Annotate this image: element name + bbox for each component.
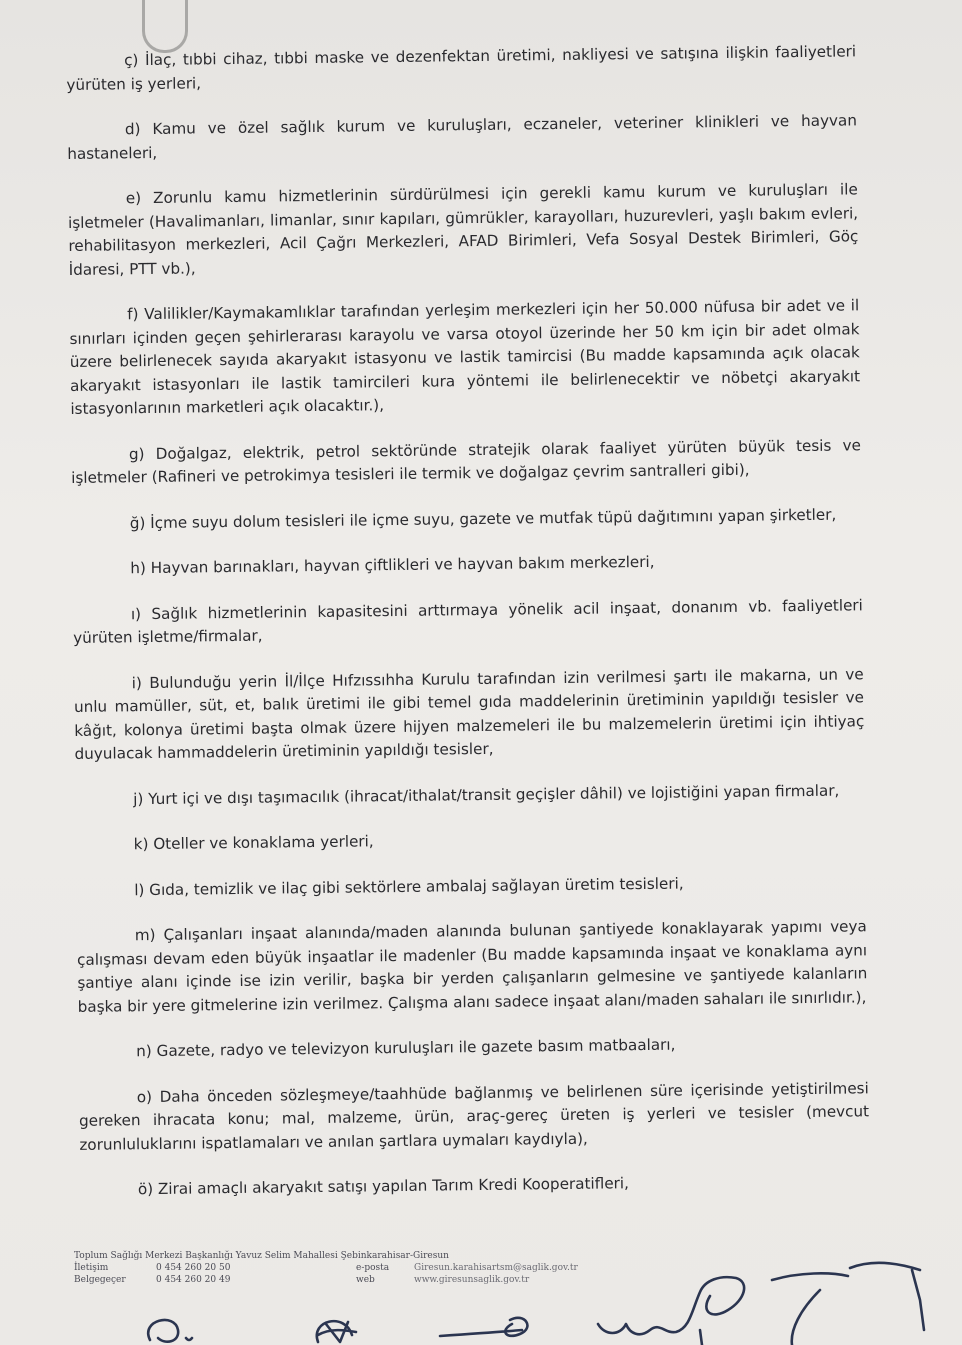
- document-body: [66, 40, 870, 1224]
- signatures-area: [0, 1250, 962, 1345]
- signature-2: [317, 1321, 356, 1342]
- footer-phone-label: İletişim: [74, 1263, 109, 1273]
- footer-email-label: e-posta: [356, 1263, 390, 1273]
- list-item-f: f) Valilikler/Kaymakamlıklar tarafından yerleşim merkezleri için her 50.000 nüfusa bir adet ve il sınırları içinden geçen şehirlerarası karayolu ve varsa otoyol üzerinde her 50 km için bir adet olmak üzere belirlenecek sayıda akaryakıt istasyonu ve lastik tamircisi (Bu madde kapsamında açık olacak akaryakıt istasyonları ile lastik tamircileri kura yöntemi ile belirlenecektir ve nöbetçi akaryakıt istasyonlarının marketleri açık olacaktır.),: [69, 296, 861, 418]
- signature-4: [598, 1277, 744, 1345]
- list-item-g: g) Doğalgaz, elektrik, petrol sektöründe stratejik olarak faaliyet yürüten büyük tesis ve işletmeler (Rafineri ve petrokimya tesisleri ile termik ve doğalgaz çevrim santralleri gibi),: [71, 435, 861, 487]
- paper-clip-mark: [142, 0, 188, 53]
- footer-email: Giresun.karahisartsm@saglik.gov.tr: [414, 1263, 578, 1273]
- list-item-c-cedilla: ç) İlaç, tıbbi cihaz, tıbbi maske ve dezenfektan üretimi, nakliyesi ve satışına ilişkin faaliyetleri yürüten iş yerleri,: [66, 42, 857, 94]
- list-item-k: k) Oteller ve konaklama yerleri,: [133, 832, 374, 854]
- list-item-dotless-i: ı) Sağlık hizmetlerinin kapasitesini arttırmaya yönelik acil inşaat, donanım vb. faaliyetleri yürüten işletme/firmalar,: [73, 595, 863, 647]
- list-item-o: o) Daha önceden sözleşmeye/taahhüde bağlanmış ve belirlenen süre içerisinde yetiştirilmesi gereken ihracata konu; mal, malzeme, ürün, araç-gereç üreten iş yerleri ve tesisler (mevcut zorunluluklarını ispatlamaları ve anılan şartlara uymaları kaydıyla),: [78, 1078, 870, 1154]
- list-item-l: l) Gıda, temizlik ve ilaç gibi sektörlere ambalaj sağlayan üretim tesisleri,: [134, 874, 684, 899]
- list-item-j: j) Yurt içi ve dışı taşımacılık (ihracat/ithalat/transit geçişler dâhil) ve lojistiğini yapan firmalar,: [133, 781, 840, 808]
- list-item-o-umlaut: ö) Zirai amaçlı akaryakıt satışı yapılan Tarım Kredi Kooperatifleri,: [137, 1174, 630, 1199]
- list-item-m: m) Çalışanları inşaat alanında/maden alanında bulunan şantiyede konaklayarak yapımı veya çalışması devam eden büyük inşaatlar ile madenler (Bu madde kapsamında inşaat ve konaklama aynı şantiye alanı içinde ise izin verilir, başka bir yerden çalışanların gelmesine ve şantiyede kalanların başka bir yere gitmelerine izin verilmez. Çalışma alanı sadece inşaat alanı/maden sahaları ile sınırlıdır.),: [77, 917, 868, 1016]
- list-item-i: i) Bulunduğu yerin İl/İlçe Hıfzıssıhha Kurulu tarafından izin verilmesi şartı ile makarna, un ve unlu mamüller, süt, et, balık üretimi ile gibi temel gıda maddelerinin üretiminin yapıldığı tesisler ve kâğıt, kolonya üretimi başta olmak üzere hijyen malzemeleri ile bu malzemelerin üretimi için ihtiyaç duyulacak hammaddelerin üretiminin yapıldığı tesisler,: [73, 664, 865, 763]
- list-item-n: n) Gazete, radyo ve televizyon kuruluşları ile gazete basım matbaaları,: [136, 1035, 676, 1061]
- footer-address: Toplum Sağlığı Merkezi Başkanlığı Yavuz Selim Mahallesi Şebinkarahisar-Giresun: [74, 1251, 449, 1261]
- signature-5: [772, 1263, 924, 1345]
- list-item-h: h) Hayvan barınakları, hayvan çiftlikleri ve hayvan bakım merkezleri,: [130, 552, 655, 578]
- list-item-g-breve: ğ) İçme suyu dolum tesisleri ile içme suyu, gazete ve mutfak tüpü dağıtımını yapan şirketler,: [129, 505, 837, 532]
- list-item-d: d) Kamu ve özel sağlık kurum ve kuruluşları, eczaneler, veteriner klinikleri ve hayvan hastaneleri,: [67, 111, 858, 163]
- footer-web-label: web: [356, 1275, 375, 1285]
- footer-fax-label: Belgegeçer: [74, 1275, 126, 1285]
- signature-3: [440, 1318, 527, 1336]
- footer-web: www.giresunsaglik.gov.tr: [414, 1275, 530, 1285]
- footer-fax: 0 454 260 20 49: [156, 1275, 231, 1285]
- list-item-e: e) Zorunlu kamu hizmetlerinin sürdürülmesi için gerekli kamu kurum ve kuruluşları ile işletmeler (Havalimanları, limanlar, sınır kapıları, gümrükler, karayolları, huzurevleri, yaşlı bakım evleri, rehabilitasyon merkezleri, Acil Çağrı Merkezleri, AFAD Birimleri, Vefa Sosyal Destek Birimleri, Göç İdaresi, PTT vb.),: [67, 180, 859, 279]
- footer-phone: 0 454 260 20 50: [156, 1263, 231, 1273]
- signature-1: [148, 1320, 192, 1342]
